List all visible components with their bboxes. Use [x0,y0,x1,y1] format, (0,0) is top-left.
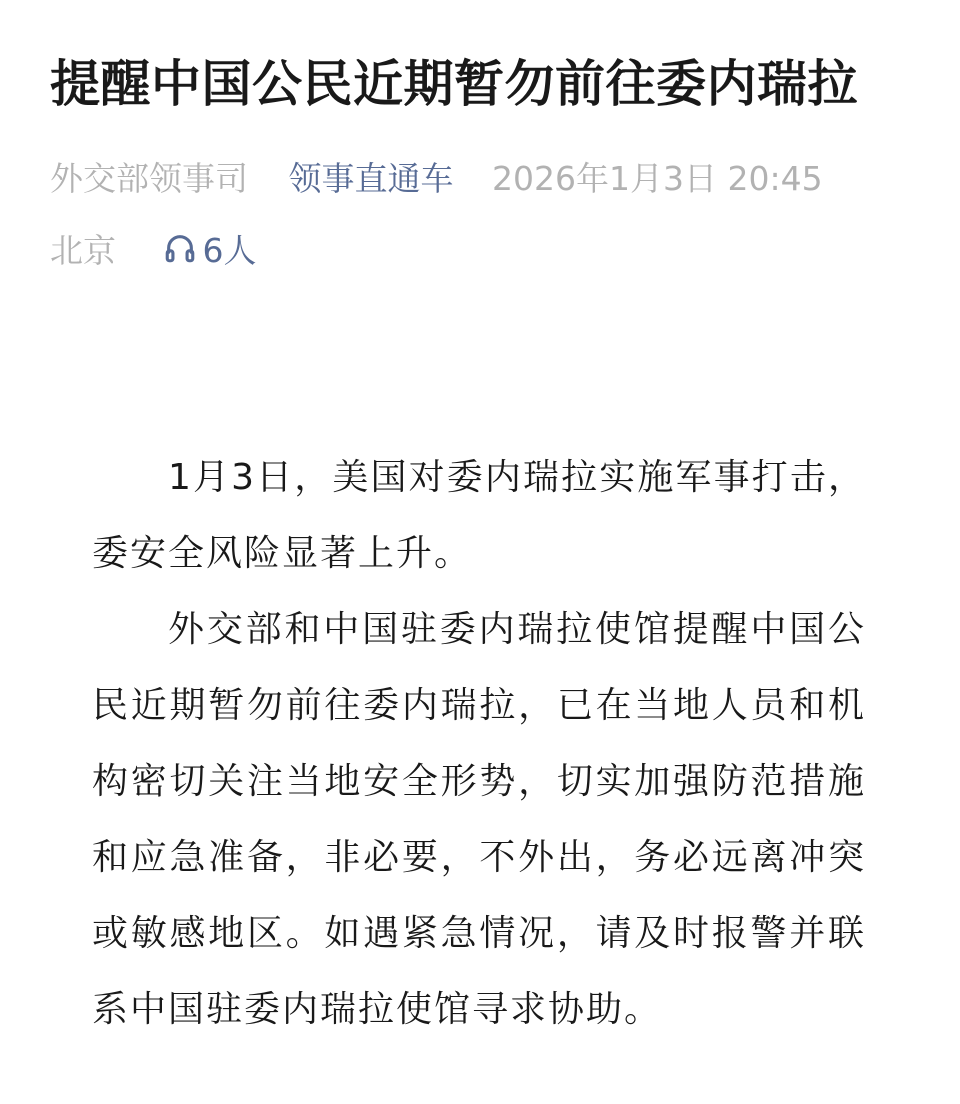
publish-datetime: 2026年1月3日 20:45 [492,159,823,198]
article-title: 提醒中国公民近期暂勿前往委内瑞拉 [50,55,858,113]
headphones-icon [163,231,197,265]
source-name: 外交部领事司 [50,159,248,198]
body-paragraph: 外交部和中国驻委内瑞拉使馆提醒中国公民近期暂勿前往委内瑞拉，已在当地人员和机构密切关注当地安全形势，切实加强防范措施和应急准备，非必要，不外出，务必远离冲突或敏感地区。如遇紧急情况，请及时报警并联系中国驻委内瑞拉使馆寻求协助。 [92,609,866,1030]
location-label: 北京 [50,231,116,270]
account-link[interactable]: 领事直通车 [288,159,454,198]
article-body [92,440,866,1048]
article-meta-secondary [50,229,257,273]
body-paragraph: 1月3日，美国对委内瑞拉实施军事打击，委安全风险显著上升。 [92,457,866,574]
listen-button[interactable] [163,229,257,273]
article-meta [50,157,823,201]
listener-count: 6人 [202,231,257,270]
